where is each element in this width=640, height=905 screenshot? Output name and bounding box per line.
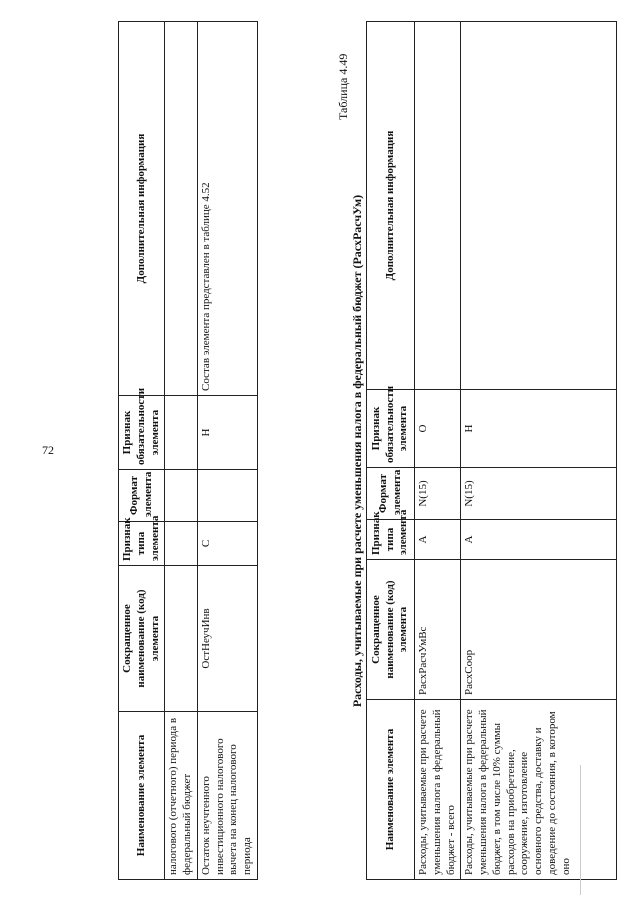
table-number: Таблица 4.49	[336, 53, 350, 120]
table-cell	[197, 470, 257, 522]
header-cell: Дополнительная информация	[119, 22, 165, 396]
header-cell: Наименование элемента	[367, 700, 415, 880]
header-cell: Дополнительная информация	[367, 22, 415, 390]
table-row	[165, 22, 198, 880]
table-number-wrapper	[336, 54, 351, 120]
page-number: 72	[42, 443, 54, 457]
table-cell: ОстНеучИнв	[197, 566, 257, 712]
header-cell: Сокращенное наименование (код) элемента	[119, 566, 165, 712]
table-cell	[165, 470, 198, 522]
table-cell: Расходы, учитываемые при расчете уменьшения налога в федеральный бюджет - всего	[415, 700, 461, 880]
continued-table-wrapper	[118, 21, 258, 880]
table-cell: РасхРасчУмВс	[415, 560, 461, 700]
table-cell	[165, 566, 198, 712]
table-cell	[165, 522, 198, 566]
table-cell: Расходы, учитываемые при расчете уменьшения налога в федеральный бюджет, в том числе 10% суммы расходов на приобретение, сооружение, изготовление основного средства, доставку и доведение до состояния, в котором оно	[461, 700, 617, 880]
table-cell: О	[415, 390, 461, 468]
table-cell: N(15)	[415, 468, 461, 520]
header-cell: Формат элемента	[367, 468, 415, 520]
header-cell: Наименование элемента	[119, 712, 165, 880]
table-cell: Состав элемента представлен в таблице 4.52	[197, 22, 257, 396]
table-header-row	[119, 22, 165, 880]
header-cell: Формат элемента	[119, 470, 165, 522]
continued-table	[118, 21, 258, 880]
table-row	[461, 22, 617, 880]
main-table	[366, 21, 617, 880]
table-cell: Н	[461, 390, 617, 468]
table-cell: С	[197, 522, 257, 566]
header-cell: Признак обязательности элемента	[119, 396, 165, 470]
table-caption-wrapper	[350, 22, 365, 880]
header-cell: Признак типа элемента	[367, 520, 415, 560]
table-cell: А	[461, 520, 617, 560]
header-cell: Признак обязательности элемента	[367, 390, 415, 468]
table-cell	[165, 22, 198, 396]
table-cell: N(15)	[461, 468, 617, 520]
table-caption: Расходы, учитываемые при расчете уменьшения налога в федеральный бюджет (РасхРасчУм)	[350, 194, 364, 708]
table-row	[415, 22, 461, 880]
table-cell: А	[415, 520, 461, 560]
table-cell	[165, 396, 198, 470]
table-cell: Н	[197, 396, 257, 470]
table-cell: налогового (отчетного) периода в федеральный бюджет	[165, 712, 198, 880]
table-header-row	[367, 22, 415, 880]
table-cell	[415, 22, 461, 390]
main-table-wrapper	[366, 21, 617, 880]
table-row	[197, 22, 257, 880]
header-cell: Признак типа элемента	[119, 522, 165, 566]
table-cell: РасхСоор	[461, 560, 617, 700]
header-cell: Сокращенное наименование (код) элемента	[367, 560, 415, 700]
scan-stamp	[580, 765, 621, 895]
table-cell	[461, 22, 617, 390]
table-cell: Остаток неучтенного инвестиционного налогового вычета на конец налогового периода	[197, 712, 257, 880]
scan-stamp-wrapper	[580, 765, 621, 895]
